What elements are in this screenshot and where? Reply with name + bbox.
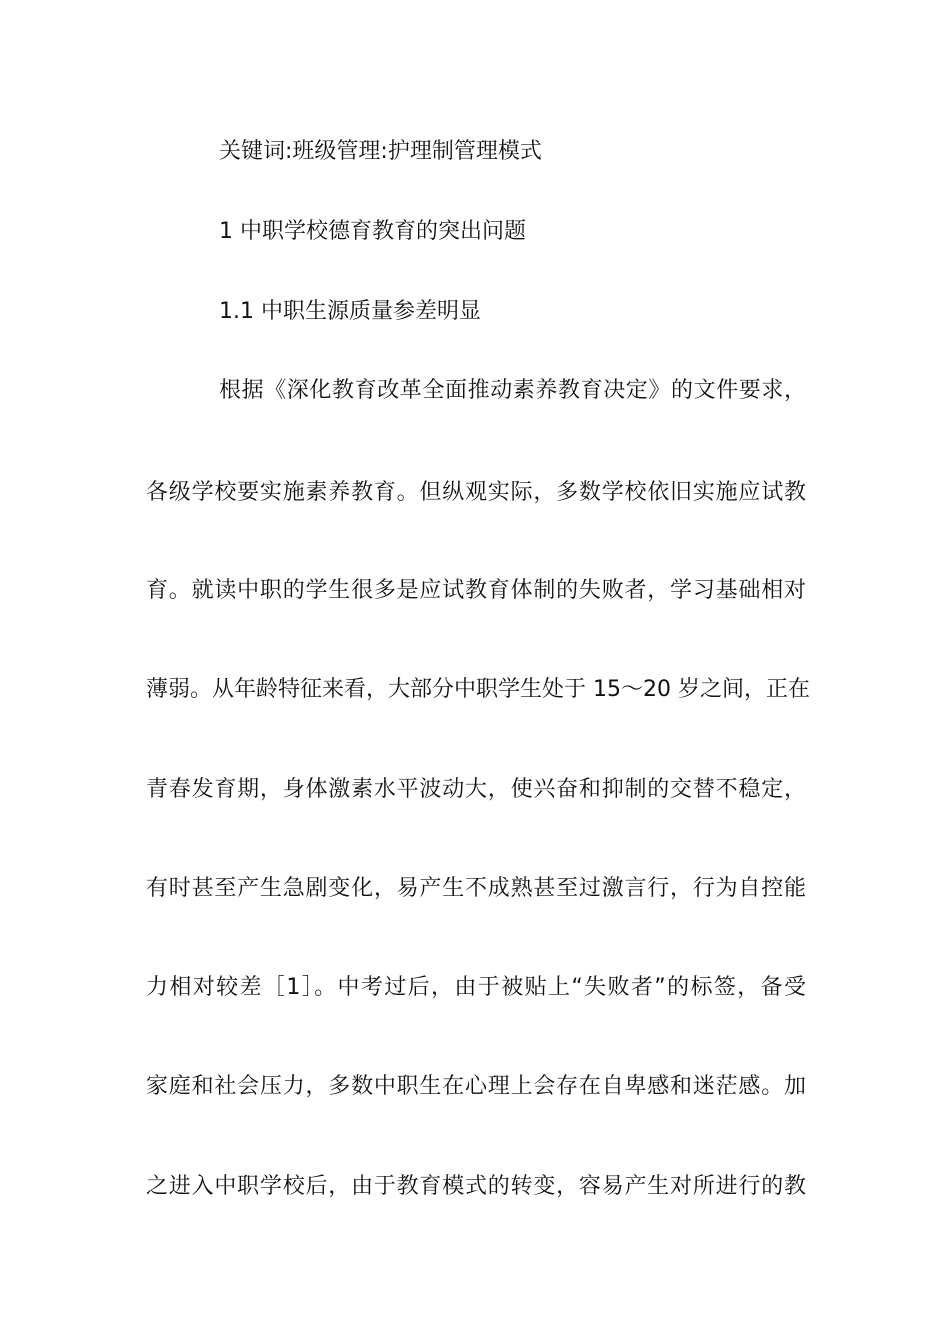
paragraph-line: 力相对较差［1］。中考过后，由于被贴上“失败者”的标签，备受 — [146, 975, 806, 1000]
paragraph-line: 育。就读中职的学生很多是应试教育体制的失败者，学习基础相对 — [146, 578, 806, 603]
paragraph-line: 家庭和社会压力，多数中职生在心理上会存在自卑感和迷茫感。加 — [146, 1074, 806, 1099]
paragraph-line: 之进入中职学校后，由于教育模式的转变，容易产生对所进行的教 — [146, 1174, 806, 1199]
paragraph-line: 薄弱。从年龄特征来看，大部分中职学生处于 15～20 岁之间，正在 — [146, 677, 810, 702]
paragraph-line: 根据《深化教育改革全面推动素养教育决定》的文件要求， — [219, 378, 806, 403]
paragraph-line: 青春发育期，身体激素水平波动大，使兴奋和抑制的交替不稳定， — [146, 777, 806, 802]
subsection-heading: 1.1 中职生源质量参差明显 — [219, 299, 481, 324]
paragraph-line: 有时甚至产生急剧变化，易产生不成熟甚至过激言行，行为自控能 — [146, 876, 806, 901]
paragraph-line: 各级学校要实施素养教育。但纵观实际，多数学校依旧实施应试教 — [146, 480, 806, 505]
section-heading: 1 中职学校德育教育的突出问题 — [219, 219, 526, 244]
keywords-line: 关键词:班级管理:护理制管理模式 — [219, 139, 542, 164]
